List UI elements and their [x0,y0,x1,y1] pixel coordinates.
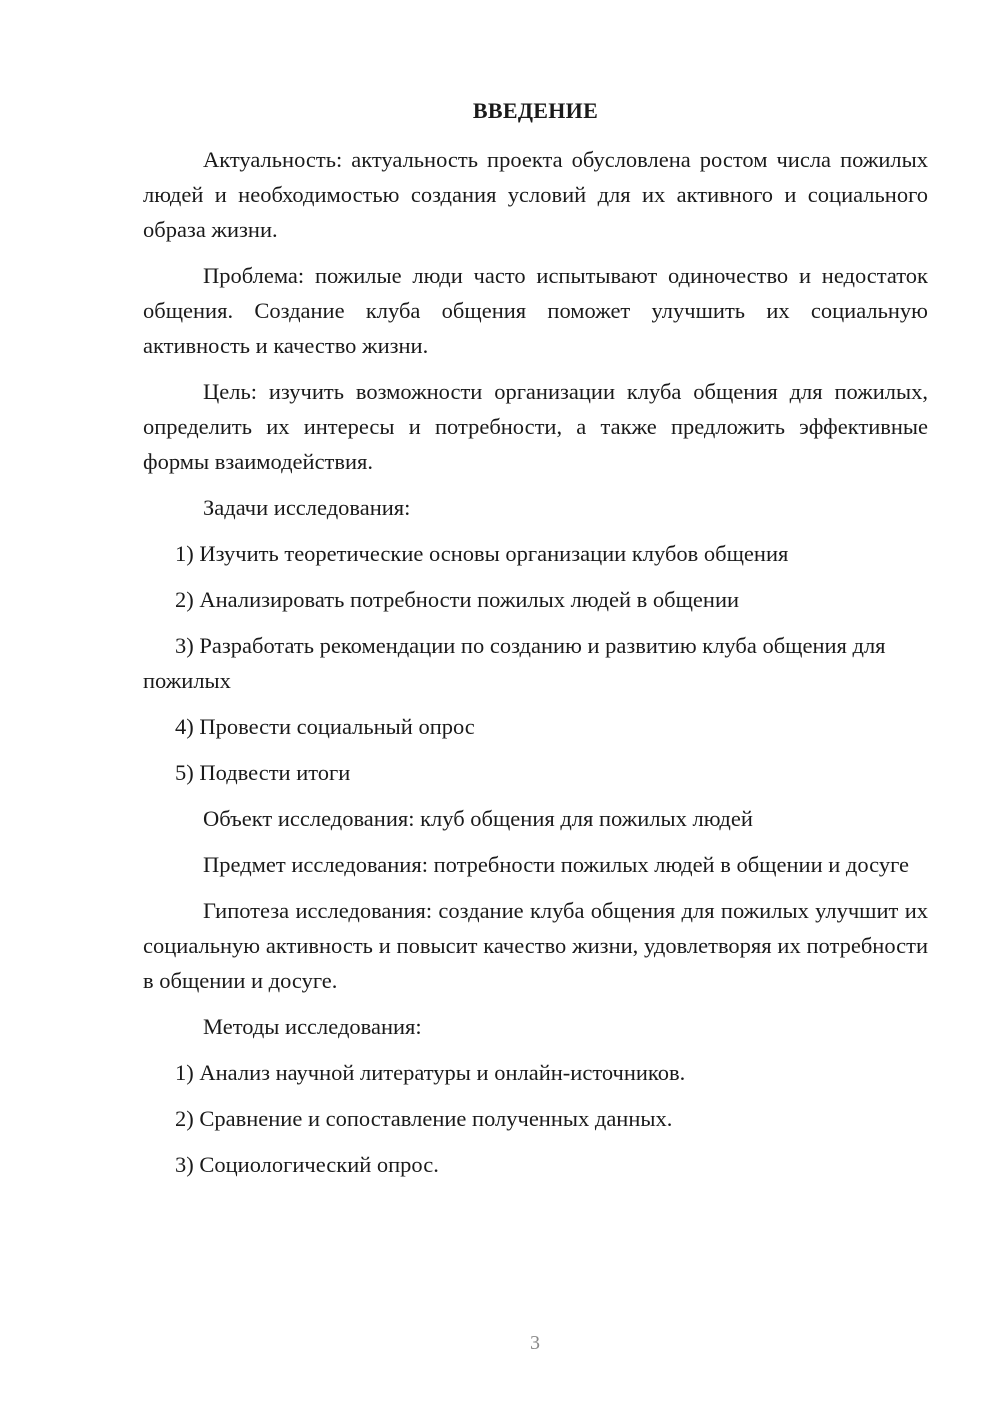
method-item: 2) Сравнение и сопоставление полученных данных. [175,1106,673,1131]
page-number: 3 [530,1332,540,1354]
method-item: 3) Социологический опрос. [175,1152,439,1177]
goal-paragraph: Цель: изучить возможности организации клуба общения для пожилых, определить их интересы и потребности, а также предложить эффективные формы взаимодействия. [143,379,928,474]
task-item: 5) Подвести итоги [175,760,351,785]
object-paragraph: Объект исследования: клуб общения для пожилых людей [203,806,753,831]
task-item: 2) Анализировать потребности пожилых людей в общении [175,587,740,612]
hypothesis-paragraph: Гипотеза исследования: создание клуба общения для пожилых улучшит их социальную активность и повысит качество жизни, удовлетворяя их потребности в общении и досуге. [143,898,928,993]
method-item: 1) Анализ научной литературы и онлайн-источников. [175,1060,686,1085]
relevance-paragraph: Актуальность: актуальность проекта обусловлена ростом числа пожилых людей и необходимостью создания условий для их активного и социального образа жизни. [143,147,928,242]
task-item: 4) Провести социальный опрос [175,714,475,739]
task-item: 3) Разработать рекомендации по созданию и развитию клуба общения для пожилых [143,633,886,693]
subject-paragraph: Предмет исследования: потребности пожилых людей в общении и досуге [203,852,910,877]
problem-paragraph: Проблема: пожилые люди часто испытывают одиночество и недостаток общения. Создание клуба общения поможет улучшить их социальную активность и качество жизни. [143,263,928,358]
tasks-title: Задачи исследования: [203,495,411,520]
document-body [143,142,928,1193]
task-item: 1) Изучить теоретические основы организации клубов общения [175,541,789,566]
methods-title: Методы исследования: [203,1014,422,1039]
page-heading: ВВЕДЕНИЕ [472,98,599,123]
